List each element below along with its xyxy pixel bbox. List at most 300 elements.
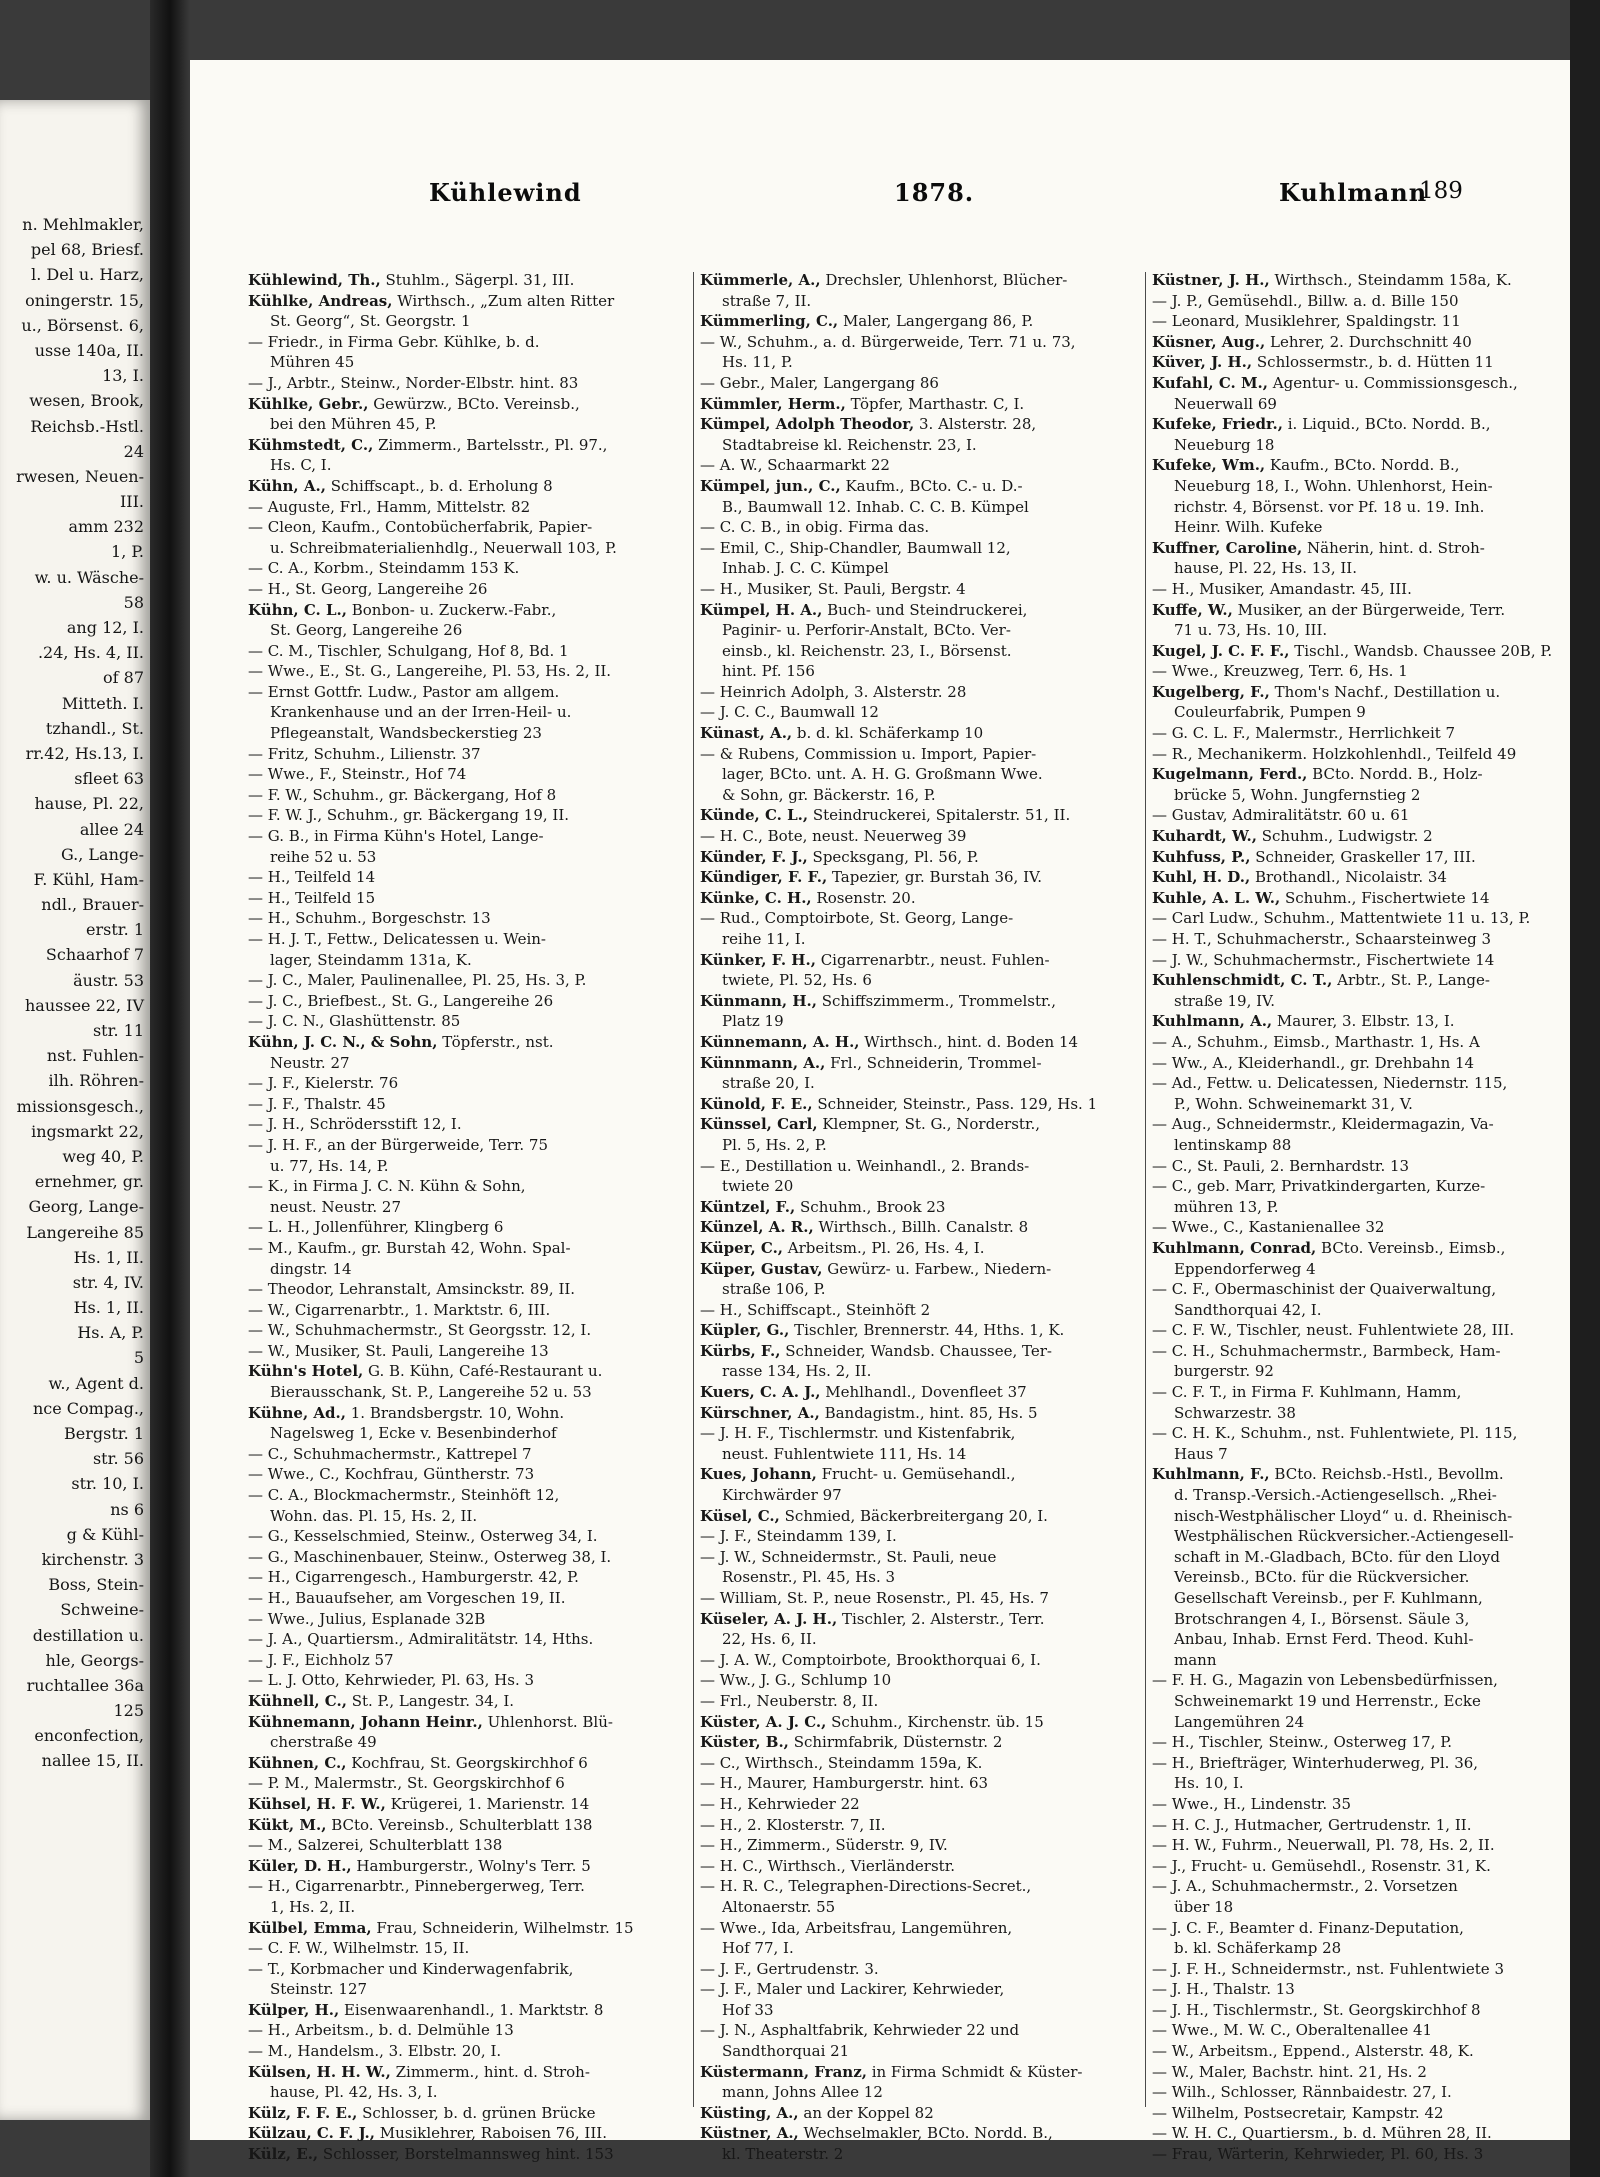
entry-text: — E., Destillation u. Weinhandl., 2. Brands- [700, 1156, 1030, 1175]
entry-text: Arbtr., St. P., Lange- [1332, 971, 1490, 990]
header-left-word: Kühlewind [429, 178, 582, 207]
entry-text: — Carl Ludw., Schuhm., Mattentwiete 11 u. 13, P. [1152, 909, 1531, 928]
directory-entry [248, 1135, 688, 1156]
entry-name: Kühnemann, Johann Heinr., [248, 1712, 483, 1731]
entry-text: — H., Tischler, Steinw., Osterweg 17, P. [1152, 1733, 1453, 1752]
entry-text: Schuhm., Fischertwiete 14 [1280, 888, 1490, 907]
entry-text: Gewürz- u. Farbew., Niedern- [822, 1259, 1052, 1278]
entry-name: Kündiger, F. F., [700, 868, 828, 887]
entry-text: mann [1174, 1650, 1217, 1669]
directory-entry [248, 702, 688, 723]
directory-entry [1152, 1567, 1592, 1588]
entry-text: — Frl., Neuberstr. 8, II. [700, 1691, 879, 1710]
entry-name: Künde, C. L., [700, 806, 809, 825]
previous-page-fragment [0, 100, 150, 2120]
entry-text: — C. A., Korbm., Steindamm 153 K. [248, 559, 520, 578]
directory-entry [1152, 600, 1592, 621]
fragment-line: enconfection, [34, 1726, 144, 1746]
entry-text: — Frau, Wärterin, Kehrwieder, Pl. 60, Hs. 3 [1152, 2145, 1484, 2164]
directory-entry [700, 1464, 1140, 1485]
entry-text: Lehrer, 2. Durchschnitt 40 [1265, 332, 1472, 351]
directory-entry [248, 332, 688, 353]
entry-text: — C. H. K., Schuhm., nst. Fuhlentwiete, Pl. 115, [1152, 1424, 1518, 1443]
directory-entry [700, 867, 1140, 888]
directory-entry [700, 1547, 1140, 1568]
entry-name: Kürbs, F., [700, 1341, 781, 1360]
entry-name: Küster, A. J. C., [700, 1712, 827, 1731]
directory-entry [700, 950, 1140, 971]
directory-entry [1152, 661, 1592, 682]
directory-entry [1152, 1506, 1592, 1527]
entry-text: Thom's Nachf., Destillation u. [1269, 682, 1501, 701]
entry-text: — J. A., Quartiersm., Admiralitätstr. 14, Hths. [248, 1630, 594, 1649]
entry-name: Künnmann, A., [700, 1053, 826, 1072]
directory-entry [700, 888, 1140, 909]
entry-name: Kugel, J. C. F. F., [1152, 641, 1290, 660]
directory-entry [248, 2020, 688, 2041]
entry-text: Wirthsch., Billh. Canalstr. 8 [813, 1218, 1029, 1237]
directory-entry [1152, 579, 1592, 600]
entry-text: bei den Mühren 45, P. [270, 415, 437, 434]
entry-name: Kümmerling, C., [700, 312, 839, 331]
directory-entry [248, 2144, 688, 2165]
entry-name: Külzau, C. F. J., [248, 2124, 375, 2143]
directory-entry [700, 1238, 1140, 1259]
entry-text: schaft in M.-Gladbach, BCto. für den Lloyd [1174, 1547, 1500, 1566]
entry-name: Küler, D. H., [248, 1856, 352, 1875]
directory-entry [700, 1670, 1140, 1691]
entry-text: Kaufm., BCto. Nordd. B., [1265, 456, 1460, 475]
directory-entry [248, 929, 688, 950]
directory-entry [1152, 1114, 1592, 1135]
entry-text: — H., Arbeitsm., b. d. Delmühle 13 [248, 2021, 514, 2040]
entry-name: Künold, F. E., [700, 1094, 813, 1113]
entry-text: u. Schreibmaterialienhdlg., Neuerwall 103, P. [270, 538, 617, 557]
entry-text: — G. C. L. F., Malermstr., Herrlichkeit 7 [1152, 724, 1456, 743]
fragment-line: äustr. 53 [73, 970, 144, 990]
entry-name: Külsen, H. H. W., [248, 2062, 391, 2081]
entry-text: — Wwe., C., Kastanienallee 32 [1152, 1218, 1385, 1237]
directory-entry [248, 1259, 688, 1280]
entry-text: — H., Schiffscapt., Steinhöft 2 [700, 1300, 931, 1319]
entry-name: Kühlewind, Th., [248, 271, 381, 289]
entry-text: Hamburgerstr., Wolny's Terr. 5 [351, 1856, 591, 1875]
entry-text: — L. J. Otto, Kehrwieder, Pl. 63, Hs. 3 [248, 1671, 535, 1690]
entry-name: Kühsel, H. F. W., [248, 1794, 386, 1813]
directory-entry [248, 908, 688, 929]
entry-text: 1. Brandsbergstr. 10, Wohn. [345, 1403, 565, 1422]
fragment-line: wesen, Brook, [29, 391, 144, 411]
directory-entry [700, 1835, 1140, 1856]
directory-entry [248, 1114, 688, 1135]
entry-text: straße 19, IV. [1174, 991, 1276, 1010]
directory-entry [248, 1979, 688, 2000]
entry-text: mann, Johns Allee 12 [722, 2083, 883, 2102]
entry-text: — C. F. W., Tischler, neust. Fuhlentwiete 28, III. [1152, 1321, 1515, 1340]
entry-text: — G. B., in Firma Kühn's Hotel, Lange- [248, 827, 544, 846]
entry-name: Küver, J. H., [1152, 353, 1253, 372]
entry-text: Hs. C, I. [270, 456, 332, 475]
page-header [244, 178, 1584, 218]
entry-name: Kuhfuss, P., [1152, 847, 1251, 866]
entry-text: lentinskamp 88 [1174, 1135, 1292, 1154]
directory-entry [1152, 1547, 1592, 1568]
directory-entry [248, 497, 688, 518]
fragment-line: Bergstr. 1 [64, 1424, 144, 1443]
entry-text: — Theodor, Lehranstalt, Amsinckstr. 89, II. [248, 1280, 576, 1299]
entry-name: Kuhle, A. L. W., [1152, 888, 1281, 907]
entry-text: Pflegeanstalt, Wandsbeckerstieg 23 [270, 724, 542, 743]
directory-entry [700, 517, 1140, 538]
entry-text: Krankenhause und an der Irren-Heil- u. [270, 703, 572, 722]
entry-text: — W., Musiker, St. Pauli, Langereihe 13 [248, 1341, 549, 1360]
directory-entry [700, 1279, 1140, 1300]
entry-text: Schneider, Graskeller 17, III. [1250, 847, 1476, 866]
entry-text: an der Koppel 82 [798, 2103, 934, 2122]
directory-entry [1152, 517, 1592, 538]
directory-entry [248, 1197, 688, 1218]
fragment-line: usse 140a, II. [34, 340, 144, 360]
entry-name: Kühn's Hotel, [248, 1362, 364, 1381]
entry-text: neust. Neustr. 27 [270, 1197, 401, 1216]
entry-text: Frucht- u. Gemüsehandl., [816, 1465, 1016, 1484]
entry-text: — C. C. B., in obig. Firma das. [700, 518, 930, 537]
entry-text: 71 u. 73, Hs. 10, III. [1174, 621, 1328, 640]
entry-text: richstr. 4, Börsenst. vor Pf. 18 u. 19. Inh. [1174, 497, 1485, 516]
entry-name: Kufeke, Friedr., [1152, 415, 1283, 434]
fragment-line: sfleet 63 [74, 769, 144, 789]
entry-text: Rosenstr., Pl. 45, Hs. 3 [722, 1568, 896, 1587]
entry-text: & Sohn, gr. Bäckerstr. 16, P. [722, 785, 936, 804]
entry-text: — F. W. J., Schuhm., gr. Bäckergang 19, II. [248, 806, 570, 825]
fragment-line: ndl., Brauer- [41, 895, 144, 915]
entry-text: burgerstr. 92 [1174, 1362, 1274, 1381]
entry-name: Kühnen, C., [248, 1753, 347, 1772]
entry-text: — Wwe., F., Steinstr., Hof 74 [248, 765, 467, 784]
directory-entry [248, 1423, 688, 1444]
directory-entry [248, 1670, 688, 1691]
fragment-line: tzhandl., St. [45, 718, 144, 738]
directory-entry [1152, 1897, 1592, 1918]
directory-entry [1152, 435, 1592, 456]
entry-text: 3. Alsterstr. 28, [914, 415, 1037, 434]
directory-entry [248, 1712, 688, 1733]
entry-name: Külbel, Emma, [248, 1918, 372, 1937]
entry-name: Kugelmann, Ferd., [1152, 765, 1308, 784]
directory-entry [1152, 1279, 1592, 1300]
directory-entry [700, 1876, 1140, 1897]
directory-entry [248, 723, 688, 744]
directory-entry [1152, 620, 1592, 641]
entry-text: — C., St. Pauli, 2. Bernhardstr. 13 [1152, 1156, 1410, 1175]
directory-entry [1152, 1815, 1592, 1836]
entry-text: — Rud., Comptoirbote, St. Georg, Lange- [700, 909, 1014, 928]
entry-text: Wirthsch., „Zum alten Ritter [392, 291, 615, 310]
directory-entry [1152, 1259, 1592, 1280]
entry-text: — Cleon, Kaufm., Contobücherfabrik, Papier- [248, 518, 593, 537]
entry-text: Platz 19 [722, 1012, 784, 1031]
directory-entry [248, 476, 688, 497]
directory-entry [700, 414, 1140, 435]
entry-text: straße 7, II. [722, 291, 812, 310]
entry-name: Kühnell, C., [248, 1691, 347, 1710]
entry-text: Kochfrau, St. Georgskirchhof 6 [346, 1753, 588, 1772]
directory-entry [248, 455, 688, 476]
entry-text: — H., Musiker, St. Pauli, Bergstr. 4 [700, 579, 966, 598]
directory-entry [1152, 1423, 1592, 1444]
entry-text: — H. C., Wirthsch., Vierländerstr. [700, 1856, 955, 1875]
entry-text: Sandthorquai 42, I. [1174, 1300, 1322, 1319]
directory-entry [700, 1650, 1140, 1671]
directory-entry [1152, 1918, 1592, 1939]
entry-text: Krügerei, 1. Marienstr. 14 [385, 1794, 590, 1813]
directory-entry [1152, 1444, 1592, 1465]
directory-entry [1152, 332, 1592, 353]
entry-text: — H., Teilfeld 15 [248, 888, 376, 907]
entry-text: — H. J. T., Fettw., Delicatessen u. Wein- [248, 930, 547, 948]
entry-text: — Fritz, Schuhm., Lilienstr. 37 [248, 744, 481, 763]
entry-text: Schiffszimmerm., Trommelstr., [816, 991, 1057, 1010]
entry-text: — W., Schuhm., a. d. Bürgerweide, Terr. 71 u. 73, [700, 332, 1076, 351]
entry-text: — Wilhelm, Postsecretair, Kampstr. 42 [1152, 2103, 1444, 2122]
entry-text: — H., Kehrwieder 22 [700, 1794, 860, 1813]
entry-text: — P. M., Malermstr., St. Georgskirchhof 6 [248, 1774, 565, 1793]
directory-entry [700, 1794, 1140, 1815]
entry-text: Nagelsweg 1, Ecke v. Besenbinderhof [270, 1424, 557, 1443]
directory-entry [248, 1444, 688, 1465]
entry-text: — J. F., Thalstr. 45 [248, 1094, 386, 1113]
directory-entry [1152, 270, 1592, 291]
entry-text: — A. W., Schaarmarkt 22 [700, 456, 890, 475]
entry-text: Näherin, hint. d. Stroh- [1302, 538, 1485, 557]
entry-text: Tischler, Brennerstr. 44, Hths. 1, K. [789, 1321, 1065, 1340]
fragment-line: F. Kühl, Ham- [33, 869, 144, 889]
directory-entry [700, 1444, 1140, 1465]
directory-entry [1152, 497, 1592, 518]
entry-text: — J. C., Maler, Paulinenallee, Pl. 25, Hs. 3, P. [248, 971, 587, 990]
entry-text: Rosenstr. 20. [811, 888, 916, 907]
entry-text: — J. F., Steindamm 139, I. [700, 1527, 897, 1546]
directory-entry [1152, 867, 1592, 888]
directory-entry [1152, 1094, 1592, 1115]
directory-entry [700, 1753, 1140, 1774]
entry-name: Küper, Gustav, [700, 1259, 823, 1278]
entry-text: Schmied, Bäckerbreitergang 20, I. [779, 1506, 1048, 1525]
entry-text: Töpfer, Marthastr. C, I. [845, 394, 1025, 413]
entry-text: — L. H., Jollenführer, Klingberg 6 [248, 1218, 504, 1237]
directory-entry [700, 805, 1140, 826]
entry-name: Kuhlmann, Conrad, [1152, 1238, 1317, 1257]
fragment-line: Hs. 1, II. [73, 1298, 144, 1318]
entry-text: Musiklehrer, Raboisen 76, III. [374, 2124, 607, 2143]
column-1 [248, 270, 688, 2164]
entry-text: — Wwe., Ida, Arbeitsfrau, Langemühren, [700, 1918, 1013, 1937]
directory-entry [248, 311, 688, 332]
entry-text: — Gebr., Maler, Langergang 86 [700, 373, 939, 392]
directory-entry [248, 558, 688, 579]
entry-text: — Emil, C., Ship-Chandler, Baumwall 12, [700, 538, 1011, 557]
entry-text: — J. F., Gertrudenstr. 3. [700, 1959, 879, 1978]
directory-entry [1152, 1382, 1592, 1403]
directory-entry [1152, 2000, 1592, 2021]
column-divider-1 [693, 272, 694, 2107]
column-3 [1152, 270, 1592, 2164]
directory-entry [248, 661, 688, 682]
directory-entry [248, 641, 688, 662]
directory-entry [1152, 1320, 1592, 1341]
entry-text: — H., Briefträger, Winterhuderweg, Pl. 36, [1152, 1753, 1479, 1772]
directory-entry [700, 1032, 1140, 1053]
entry-text: BCto. Vereinsb., Schulterblatt 138 [326, 1815, 593, 1834]
directory-entry [1152, 1650, 1592, 1671]
entry-text: neust. Fuhlentwiete 111, Hs. 14 [722, 1444, 967, 1463]
directory-entry [248, 1938, 688, 1959]
entry-text: BCto. Vereinsb., Eimsb., [1316, 1238, 1506, 1257]
directory-entry [700, 1588, 1140, 1609]
directory-entry [700, 2123, 1140, 2144]
entry-text: Anbau, Inhab. Ernst Ferd. Theod. Kuhl- [1174, 1630, 1474, 1649]
fragment-line: Hs. 1, II. [73, 1247, 144, 1267]
entry-text: Stuhlm., Sägerpl. 31, III. [380, 271, 575, 289]
entry-text: Arbeitsm., Pl. 26, Hs. 4, I. [783, 1238, 985, 1257]
directory-entry [248, 682, 688, 703]
entry-text: Schweinemarkt 19 und Herrenstr., Ecke [1174, 1691, 1481, 1710]
fragment-line: ang 12, I. [66, 618, 144, 637]
directory-entry [700, 1217, 1140, 1238]
directory-entry [700, 455, 1140, 476]
directory-entry [700, 291, 1140, 312]
directory-entry [248, 2123, 688, 2144]
entry-text: Schlossermstr., b. d. Hütten 11 [1252, 353, 1494, 372]
entry-text: Schwarzestr. 38 [1174, 1403, 1296, 1422]
directory-entry [248, 847, 688, 868]
directory-entry [248, 1856, 688, 1877]
entry-text: in Firma Schmidt & Küster- [866, 2062, 1083, 2081]
directory-entry [700, 1135, 1140, 1156]
directory-page [190, 60, 1570, 2164]
entry-text: Tischl., Wandsb. Chaussee 20B, P. [1289, 641, 1553, 660]
entry-text: — Ww., J. G., Schlump 10 [700, 1671, 892, 1690]
directory-entry [700, 2041, 1140, 2062]
directory-entry [248, 1691, 688, 1712]
fragment-line: Boss, Stein- [48, 1575, 144, 1595]
entry-text: — M., Salzerei, Schulterblatt 138 [248, 1836, 503, 1855]
fragment-line: hause, Pl. 22, [34, 794, 144, 814]
directory-entry [1152, 538, 1592, 559]
entry-text: — H., 2. Klosterstr. 7, II. [700, 1815, 886, 1834]
entry-text: lager, Steindamm 131a, K. [270, 950, 472, 969]
entry-text: Bandagistm., hint. 85, Hs. 5 [819, 1403, 1038, 1422]
entry-text: — William, St. P., neue Rosenstr., Pl. 45, Hs. 7 [700, 1589, 1049, 1607]
directory-entry [248, 1053, 688, 1074]
fragment-line: ns 6 [110, 1499, 144, 1519]
entry-name: Kühlke, Gebr., [248, 394, 369, 413]
entry-text: Schuhm., Kirchenstr. üb. 15 [826, 1712, 1044, 1731]
entry-text: — Ad., Fettw. u. Delicatessen, Niedernstr. 115, [1152, 1074, 1508, 1093]
directory-entry [248, 867, 688, 888]
entry-text: d. Transp.-Versich.-Actiengesellsch. „Rhei- [1174, 1486, 1497, 1505]
fragment-line: Reichsb.-Hstl. [30, 416, 144, 436]
directory-entry [700, 2082, 1140, 2103]
entry-text: twiete, Pl. 52, Hs. 6 [722, 971, 872, 990]
fragment-line: rwesen, Neuen- [16, 466, 144, 486]
entry-text: — G., Kesselschmied, Steinw., Osterweg 34, I. [248, 1527, 598, 1546]
entry-name: Küsting, A., [700, 2103, 799, 2122]
fragment-line: kirchenstr. 3 [41, 1549, 144, 1569]
directory-entry [248, 1547, 688, 1568]
entry-text: — G., Maschinenbauer, Steinw., Osterweg 38, I. [248, 1547, 612, 1566]
fragment-line: oningerstr. 15, [25, 290, 144, 310]
directory-entry [700, 1485, 1140, 1506]
entry-text: Neueburg 18, I., Wohn. Uhlenhorst, Hein- [1174, 476, 1493, 495]
entry-text: Schiffscapt., b. d. Erholung 8 [325, 476, 553, 495]
directory-entry [1152, 970, 1592, 991]
directory-entry [700, 1567, 1140, 1588]
directory-entry [700, 744, 1140, 765]
header-year: 1878. [894, 178, 975, 207]
entry-text: Klempner, St. G., Norderstr., [817, 1115, 1040, 1134]
book-gutter [150, 0, 190, 2177]
entry-text: — Ernst Gottfr. Ludw., Pastor am allgem. [248, 682, 560, 701]
directory-entry [248, 1485, 688, 1506]
entry-text: Eisenwaarenhandl., 1. Marktstr. 8 [339, 2000, 604, 2019]
directory-entry [248, 991, 688, 1012]
directory-entry [1152, 744, 1592, 765]
directory-entry [1152, 558, 1592, 579]
entry-text: Inhab. J. C. C. Kümpel [722, 559, 889, 578]
directory-entry [248, 1897, 688, 1918]
entry-text: cherstraße 49 [270, 1733, 377, 1752]
fragment-line: w. u. Wäsche- [34, 567, 144, 587]
directory-entry [700, 1053, 1140, 1074]
entry-name: Kuhardt, W., [1152, 827, 1257, 846]
directory-entry [1152, 1485, 1592, 1506]
fragment-line: 1, P. [111, 542, 144, 562]
entry-text: — J. F. H., Schneidermstr., nst. Fuhlentwiete 3 [1152, 1959, 1504, 1978]
entry-text: — C., Wirthsch., Steindamm 159a, K. [700, 1753, 983, 1772]
entry-text: — Friedr., in Firma Gebr. Kühlke, b. d. [248, 332, 540, 351]
directory-entry [700, 764, 1140, 785]
entry-text: Bierausschank, St. P., Langereihe 52 u. 53 [270, 1383, 592, 1402]
directory-entry [700, 497, 1140, 518]
directory-entry [700, 702, 1140, 723]
entry-text: mühren 13, P. [1174, 1197, 1279, 1216]
directory-entry [700, 2062, 1140, 2083]
entry-text: Brothandl., Nicolaistr. 34 [1250, 868, 1447, 887]
entry-text: — J. H. F., Tischlermstr. und Kistenfabrik, [700, 1424, 1016, 1443]
directory-entry [700, 1959, 1140, 1980]
column-divider-2 [1145, 272, 1146, 2107]
entry-text: — M., Handelsm., 3. Elbstr. 20, I. [248, 2042, 502, 2061]
directory-entry [1152, 929, 1592, 950]
fragment-line: Hs. A, P. [77, 1323, 144, 1343]
entry-text: — Gustav, Admiralitätstr. 60 u. 61 [1152, 806, 1410, 825]
entry-text: Sandthorquai 21 [722, 2042, 850, 2061]
entry-text: St. Georg“, St. Georgstr. 1 [270, 312, 471, 331]
directory-entry [248, 352, 688, 373]
entry-text: — H., Zimmerm., Süderstr. 9, IV. [700, 1836, 948, 1855]
fragment-line: l. Del u. Harz, [31, 265, 144, 285]
directory-entry [700, 2144, 1140, 2165]
entry-text: — H. W., Fuhrm., Neuerwall, Pl. 78, Hs. 2, II. [1152, 1836, 1495, 1855]
directory-entry [700, 1341, 1140, 1362]
entry-text: Hs. 11, P. [722, 353, 793, 372]
entry-name: Küsel, C., [700, 1506, 780, 1525]
entry-text: Westphälischen Rückversicher.-Actiengesell- [1174, 1527, 1514, 1546]
fragment-line: str. 4, IV. [72, 1272, 144, 1292]
directory-entry [1152, 991, 1592, 1012]
entry-text: Uhlenhorst. Blü- [482, 1712, 613, 1731]
